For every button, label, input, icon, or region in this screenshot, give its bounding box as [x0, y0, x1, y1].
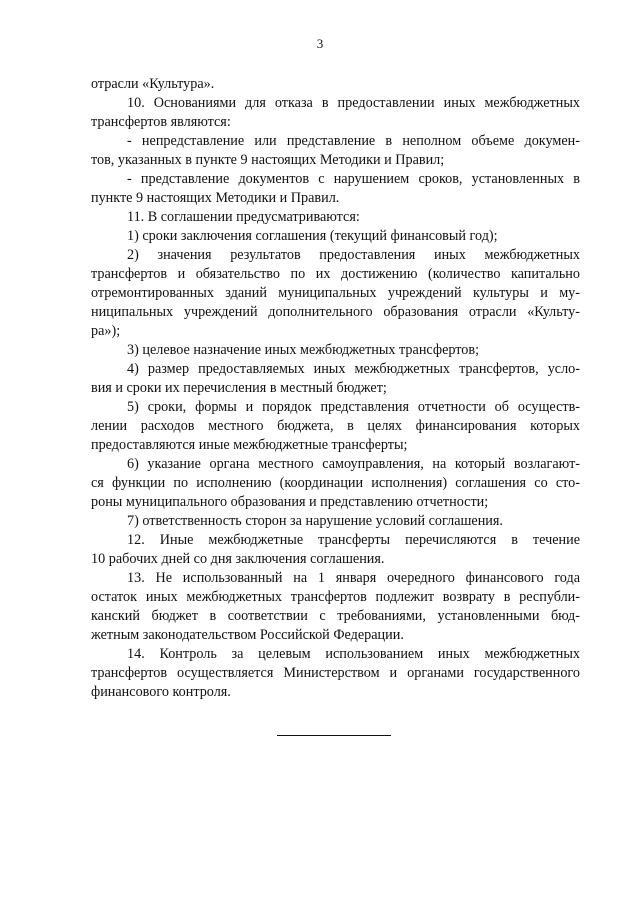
text-line: предоставляются иные межбюджетные трансферты; [91, 437, 408, 453]
text-line: 14. Контроль за целевым использованием иных межбюджетных [127, 646, 580, 662]
text-line: ниципальных учреждений дополнительного образования отрасли «Культу- [91, 304, 580, 320]
text-line: остаток иных межбюджетных трансфертов подлежит возврату в республи- [91, 589, 580, 605]
page-number: 3 [316, 36, 324, 51]
text-line: трансфертов являются: [91, 114, 231, 130]
text-line: трансфертов и обязательство по их достижению (количество капитально [91, 266, 580, 282]
text-line: - представление документов с нарушением сроков, установленных в [127, 171, 580, 187]
text-line: канский бюджет в соответствии с требованиями, установленными бюд- [91, 608, 580, 624]
text-line: пункте 9 настоящих Методики и Правил. [91, 190, 340, 206]
text-line: отрасли «Культура». [91, 76, 215, 92]
text-line: ся функции по исполнению (координации исполнения) соглашения со сто- [91, 475, 580, 491]
text-line: 12. Иные межбюджетные трансферты перечисляются в течение [127, 532, 580, 548]
text-line: 6) указание органа местного самоуправления, на который возлагают- [127, 456, 580, 472]
text-line: 13. Не использованный на 1 января очередного финансового года [127, 570, 580, 586]
text-line: 10 рабочих дней со дня заключения соглашения. [91, 551, 385, 567]
text-line: роны муниципального образования и представлению отчетности; [91, 494, 489, 510]
text-line: финансового контроля. [91, 684, 231, 700]
text-line: трансфертов осуществляется Министерством и органами государственного [91, 665, 580, 681]
text-line: 10. Основаниями для отказа в предоставлении иных межбюджетных [127, 95, 580, 111]
document-body [91, 75, 580, 702]
text-line: ра»); [91, 323, 121, 339]
text-line: 11. В соглашении предусматриваются: [127, 209, 360, 225]
text-line: - непредставление или представление в неполном объеме докумен- [127, 133, 580, 149]
text-line: лении расходов местного бюджета, в целях финансирования которых [91, 418, 580, 434]
text-line: жетным законодательством Российской Федерации. [91, 627, 404, 643]
text-line: 2) значения результатов предоставления иных межбюджетных [127, 247, 580, 263]
text-line: вия и сроки их перечисления в местный бюджет; [91, 380, 387, 396]
text-line: отремонтированных зданий муниципальных учреждений культуры и му- [91, 285, 580, 301]
text-line: тов, указанных в пункте 9 настоящих Методики и Правил; [91, 152, 445, 168]
text-line: 7) ответственность сторон за нарушение условий соглашения. [127, 513, 503, 529]
text-line: 5) сроки, формы и порядок представления отчетности об осуществ- [127, 399, 580, 415]
text-line: 1) сроки заключения соглашения (текущий финансовый год); [127, 228, 498, 244]
text-line: 3) целевое назначение иных межбюджетных трансфертов; [127, 342, 480, 358]
text-line: 4) размер предоставляемых иных межбюджетных трансфертов, усло- [127, 361, 580, 377]
end-separator-line [277, 735, 391, 736]
